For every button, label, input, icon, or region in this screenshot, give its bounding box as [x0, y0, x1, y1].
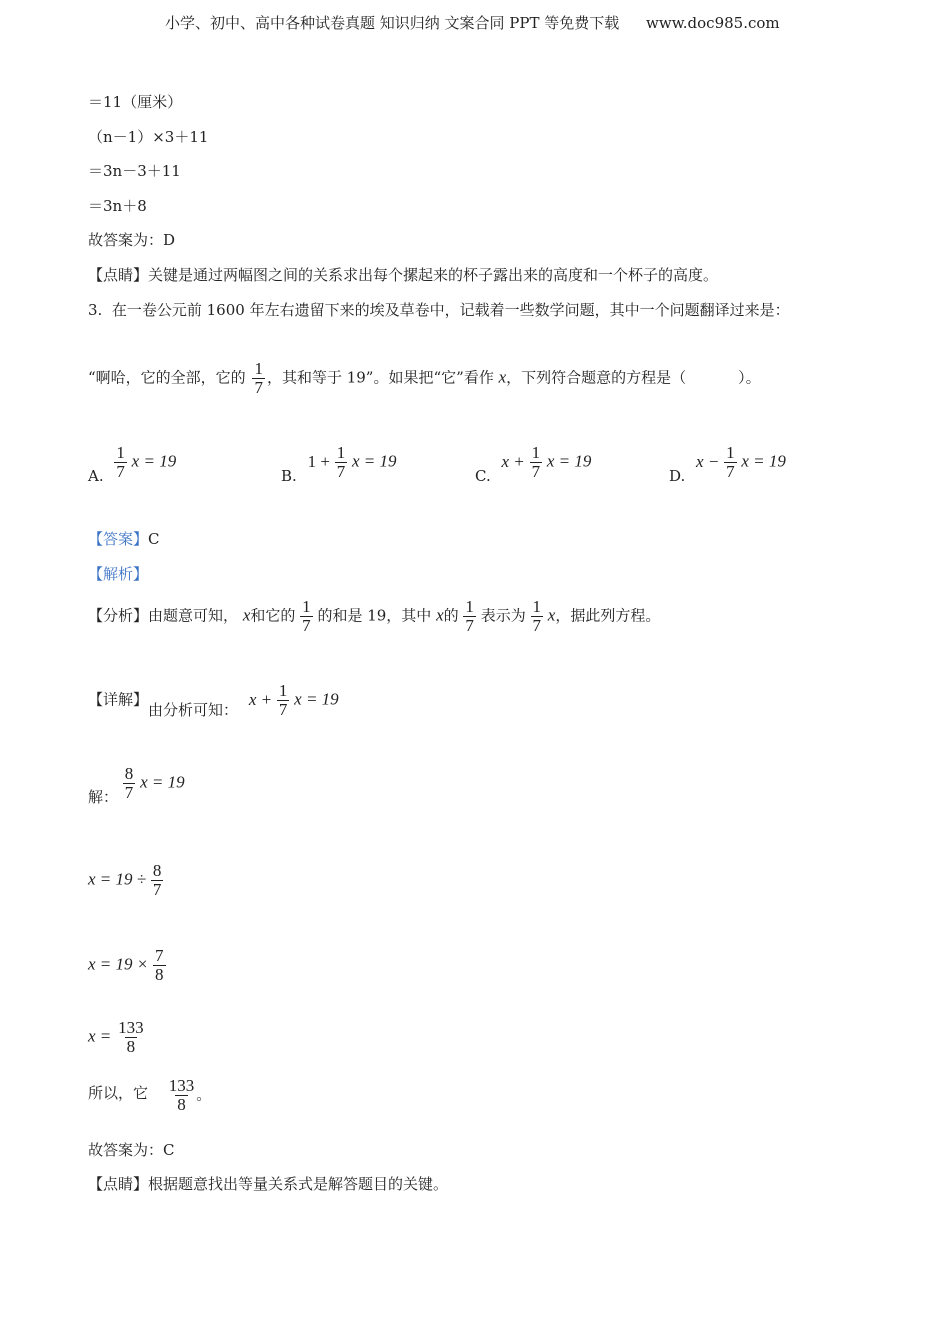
option-label: C.	[475, 466, 491, 485]
calc-line-2: （n－1）×3＋11	[88, 128, 209, 146]
analysis-text: ，据此列方程。	[555, 606, 661, 625]
frac-num: 1	[116, 443, 125, 462]
frac-den: 7	[336, 462, 346, 481]
question-number: 3.	[88, 301, 103, 319]
frac-num: 1	[531, 443, 541, 462]
analysis-line	[88, 598, 660, 635]
answer-value: C	[148, 530, 160, 548]
frac-num: 1	[726, 443, 735, 462]
note-tag: 【点睛】	[88, 266, 149, 284]
conclusion-end: 。	[196, 1085, 212, 1104]
prev-note	[88, 264, 718, 285]
quote-part-b: ，其和等于 19”。如果把“它”看作	[266, 368, 494, 387]
frac-den: 8	[155, 965, 164, 984]
option-fraction	[530, 444, 543, 481]
variable-x: x	[498, 367, 507, 387]
frac-den: 7	[465, 616, 474, 635]
quote-part-c: ，下列符合题意的方程是（	[506, 368, 687, 387]
step-expression: x = 19 ×	[88, 954, 149, 974]
option-fraction	[114, 444, 127, 481]
analysis-tag: 【分析】	[88, 606, 149, 625]
analysis-text: 表示为	[480, 606, 526, 625]
answer-tag: 【答案】	[88, 530, 149, 548]
calc-line-4: ＝3n＋8	[88, 197, 147, 215]
frac-den: 7	[302, 616, 311, 635]
step-expression: x =	[88, 1026, 112, 1046]
step-expression: x = 19	[140, 772, 185, 792]
question-3-quote	[88, 360, 761, 397]
conclusion-text: 所以，它	[88, 1083, 149, 1102]
frac-den: 7	[278, 700, 288, 719]
option-expression: x = 19	[131, 451, 177, 471]
frac-den: 8	[177, 1095, 186, 1114]
question-3-stem	[88, 299, 790, 320]
calc-line-3: ＝3n－3＋11	[88, 162, 181, 180]
frac-num: 1	[532, 597, 541, 616]
detail-line	[88, 682, 339, 719]
analysis-text: 和它的	[250, 606, 296, 625]
frac-den: 7	[152, 880, 162, 899]
analysis-text: 的	[443, 606, 459, 625]
frac-den: 7	[532, 616, 541, 635]
quote-end: ）。	[738, 368, 761, 387]
frac-num: 1	[336, 443, 346, 462]
frac-den: 7	[726, 462, 735, 481]
conclusion-fraction	[167, 1077, 197, 1114]
step-fraction	[153, 947, 166, 984]
option-a[interactable]	[88, 443, 177, 485]
final-note	[88, 1173, 448, 1194]
analysis-text: 的和是 19，其中	[317, 606, 432, 625]
solve-step-1	[88, 764, 185, 806]
option-label: D.	[669, 466, 686, 485]
header-text: 小学、初中、高中各种试卷真题 知识归纳 文案合同 PPT 等免费下载	[165, 14, 620, 32]
solve-step-4	[88, 1019, 146, 1056]
frac-num: 8	[152, 861, 162, 880]
frac-den: 7	[124, 783, 134, 802]
option-c[interactable]	[475, 443, 592, 485]
option-label: B.	[281, 466, 297, 485]
page-header	[165, 12, 780, 33]
option-b[interactable]	[281, 443, 397, 485]
option-expression: x = 19	[546, 451, 592, 471]
frac-num: 1	[465, 597, 474, 616]
option-prefix: x −	[696, 451, 720, 471]
frac-num: 7	[155, 946, 164, 965]
option-fraction	[335, 444, 348, 481]
variable-x: x	[547, 605, 556, 625]
analysis-text: 由题意可知，	[148, 606, 239, 625]
equation-prefix: x +	[248, 689, 273, 709]
calc-line-1: ＝11（厘米）	[88, 93, 183, 111]
solve-step-2	[88, 862, 163, 899]
option-label: A.	[88, 466, 104, 485]
detail-text: 由分析可知：	[148, 700, 239, 719]
frac-den: 7	[531, 462, 541, 481]
frac-den: 7	[254, 378, 263, 397]
option-expression: x = 19	[741, 451, 786, 471]
step-fraction	[116, 1019, 146, 1056]
final-answer: 故答案为：C	[88, 1141, 175, 1159]
frac-num: 1	[302, 597, 311, 616]
fraction-one-seventh	[531, 598, 544, 635]
frac-den: 8	[126, 1037, 136, 1056]
step-fraction	[151, 862, 164, 899]
note-text: 根据题意找出等量关系式是解答题目的关键。	[148, 1175, 449, 1193]
solve-label: 解：	[88, 787, 119, 806]
equation-fraction	[277, 682, 290, 719]
option-prefix: 1 +	[307, 451, 330, 471]
fraction-one-seventh	[300, 598, 313, 635]
option-expression: x = 19	[351, 451, 397, 471]
frac-num: 1	[254, 359, 263, 378]
frac-num: 1	[278, 681, 288, 700]
step-fraction	[123, 765, 136, 802]
answer-line	[88, 528, 160, 549]
variable-x: x	[436, 605, 444, 625]
quote-part-a: “啊哈，它的全部，它的	[88, 368, 246, 387]
solve-step-3	[88, 947, 166, 984]
fraction-one-seventh	[252, 360, 265, 397]
conclusion-line	[88, 1077, 211, 1114]
note-tag: 【点睛】	[88, 1175, 149, 1193]
header-url[interactable]: www.doc985.com	[646, 14, 780, 32]
option-fraction	[724, 444, 737, 481]
detail-tag: 【详解】	[88, 690, 149, 709]
option-prefix: x +	[501, 451, 525, 471]
variable-x: x	[242, 605, 251, 625]
fraction-one-seventh	[463, 598, 476, 635]
jiexi-tag: 【解析】	[88, 565, 149, 583]
question-text: 在一卷公元前 1600 年左右遗留下来的埃及草卷中，记载着一些数学问题，其中一个问题翻译过来是：	[111, 301, 790, 319]
prev-answer: 故答案为：D	[88, 231, 176, 249]
step-expression: x = 19 ÷	[88, 869, 147, 889]
frac-num: 133	[118, 1018, 144, 1037]
frac-num: 133	[168, 1076, 195, 1095]
frac-den: 7	[116, 462, 125, 481]
option-d[interactable]	[669, 443, 786, 485]
equation-suffix: x = 19	[294, 689, 339, 709]
note-text: 关键是通过两幅图之间的关系求出每个摞起来的杯子露出来的高度和一个杯子的高度。	[148, 266, 719, 284]
frac-num: 8	[124, 764, 134, 783]
